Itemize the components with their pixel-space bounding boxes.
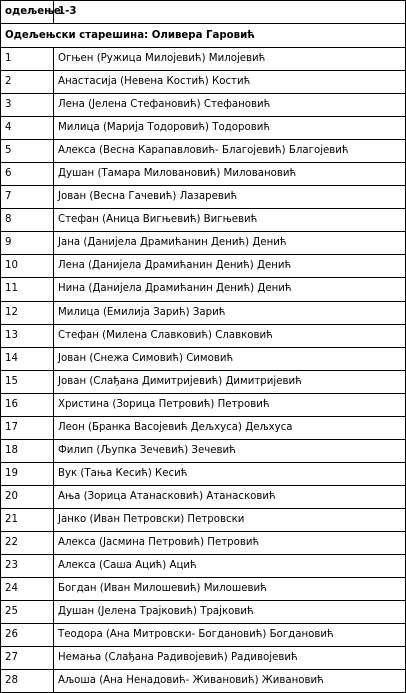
student-name: Ања (Зорица Атанасковић) Атанасковић	[54, 485, 406, 508]
student-number: 18	[1, 439, 54, 462]
student-number: 3	[1, 94, 54, 117]
table-row	[1, 232, 406, 255]
homeroom-teacher: Одељењски старешина: Оливера Гаровић	[1, 24, 406, 48]
student-name: Јован (Снежа Симовић) Симовић	[54, 347, 406, 370]
homeroom-teacher-row	[1, 24, 406, 48]
student-number: 19	[1, 462, 54, 485]
student-number: 22	[1, 531, 54, 554]
student-name: Теодора (Ана Митровски- Богдановић) Богдановић	[54, 624, 406, 647]
student-number: 12	[1, 301, 54, 324]
student-name: Јован (Слађана Димитријевић) Димитријевић	[54, 370, 406, 393]
student-number: 5	[1, 140, 54, 163]
student-number: 10	[1, 255, 54, 278]
table-row	[1, 416, 406, 439]
student-name: Алекса (Саша Ацић) Ацић	[54, 555, 406, 578]
table-row	[1, 462, 406, 485]
student-number: 8	[1, 209, 54, 232]
student-name: Јана (Данијела Драмићанин Денић) Денић	[54, 232, 406, 255]
student-name: Богдан (Иван Милошевић) Милошевић	[54, 578, 406, 601]
table-row	[1, 163, 406, 186]
student-number: 21	[1, 508, 54, 531]
table-row	[1, 186, 406, 209]
student-number: 27	[1, 647, 54, 670]
table-row	[1, 117, 406, 140]
table-row	[1, 347, 406, 370]
table-row	[1, 624, 406, 647]
table-row	[1, 439, 406, 462]
table-row	[1, 209, 406, 232]
student-number: 26	[1, 624, 54, 647]
student-name: Огњен (Ружица Милојевић) Милојевић	[54, 48, 406, 71]
student-number: 24	[1, 578, 54, 601]
student-name: Лена (Данијела Драмићанин Денић) Денић	[54, 255, 406, 278]
table-row	[1, 508, 406, 531]
student-name: Душан (Јелена Трајковић) Трајковић	[54, 601, 406, 624]
student-number: 13	[1, 324, 54, 347]
student-name: Леон (Бранка Васојевић Дељхуса) Дељхуса	[54, 416, 406, 439]
table-row	[1, 370, 406, 393]
class-value: 1-3	[54, 1, 406, 24]
student-number: 1	[1, 48, 54, 71]
student-name: Христина (Зорица Петровић) Петровић	[54, 393, 406, 416]
table-row	[1, 531, 406, 554]
student-number: 28	[1, 670, 54, 693]
student-number: 6	[1, 163, 54, 186]
table-row	[1, 324, 406, 347]
student-name: Нина (Данијела Драмићанин Денић) Денић	[54, 278, 406, 301]
class-header-row	[1, 1, 406, 24]
table-row	[1, 255, 406, 278]
student-number: 15	[1, 370, 54, 393]
student-number: 7	[1, 186, 54, 209]
table-row	[1, 601, 406, 624]
student-name: Лена (Јелена Стефановић) Стефановић	[54, 94, 406, 117]
student-number: 25	[1, 601, 54, 624]
student-number: 4	[1, 117, 54, 140]
student-name: Стефан (Аница Вигњевић) Вигњевић	[54, 209, 406, 232]
table-row	[1, 94, 406, 117]
student-name: Јанко (Иван Петровски) Петровски	[54, 508, 406, 531]
student-number: 20	[1, 485, 54, 508]
student-name: Алекса (Весна Карапавловић- Благојевић) Благојевић	[54, 140, 406, 163]
student-number: 2	[1, 71, 54, 94]
table-row	[1, 48, 406, 71]
student-name: Анастасија (Невена Костић) Костић	[54, 71, 406, 94]
student-name: Милица (Марија Тодоровић) Тодоровић	[54, 117, 406, 140]
table-row	[1, 278, 406, 301]
table-row	[1, 393, 406, 416]
student-name: Јован (Весна Гачевић) Лазаревић	[54, 186, 406, 209]
table-row	[1, 670, 406, 693]
table-row	[1, 555, 406, 578]
student-number: 9	[1, 232, 54, 255]
student-name: Милица (Емилија Зарић) Зарић	[54, 301, 406, 324]
student-number: 16	[1, 393, 54, 416]
student-name: Аљоша (Ана Ненадовић- Живановић) Живановић	[54, 670, 406, 693]
student-name: Филип (Љупка Зечевић) Зечевић	[54, 439, 406, 462]
table-row	[1, 301, 406, 324]
class-label: одељење	[1, 1, 54, 24]
table-row	[1, 485, 406, 508]
roster-body	[1, 1, 406, 693]
table-row	[1, 140, 406, 163]
student-number: 23	[1, 555, 54, 578]
student-name: Стефан (Милена Славковић) Славковић	[54, 324, 406, 347]
student-number: 11	[1, 278, 54, 301]
student-name: Вук (Тања Кесић) Кесић	[54, 462, 406, 485]
student-name: Немања (Слађана Радивојевић) Радивојевић	[54, 647, 406, 670]
table-row	[1, 578, 406, 601]
student-number: 14	[1, 347, 54, 370]
student-name: Алекса (Јасмина Петровић) Петровић	[54, 531, 406, 554]
table-row	[1, 71, 406, 94]
student-number: 17	[1, 416, 54, 439]
student-name: Душан (Тамара Миловановић) Миловановић	[54, 163, 406, 186]
table-row	[1, 647, 406, 670]
